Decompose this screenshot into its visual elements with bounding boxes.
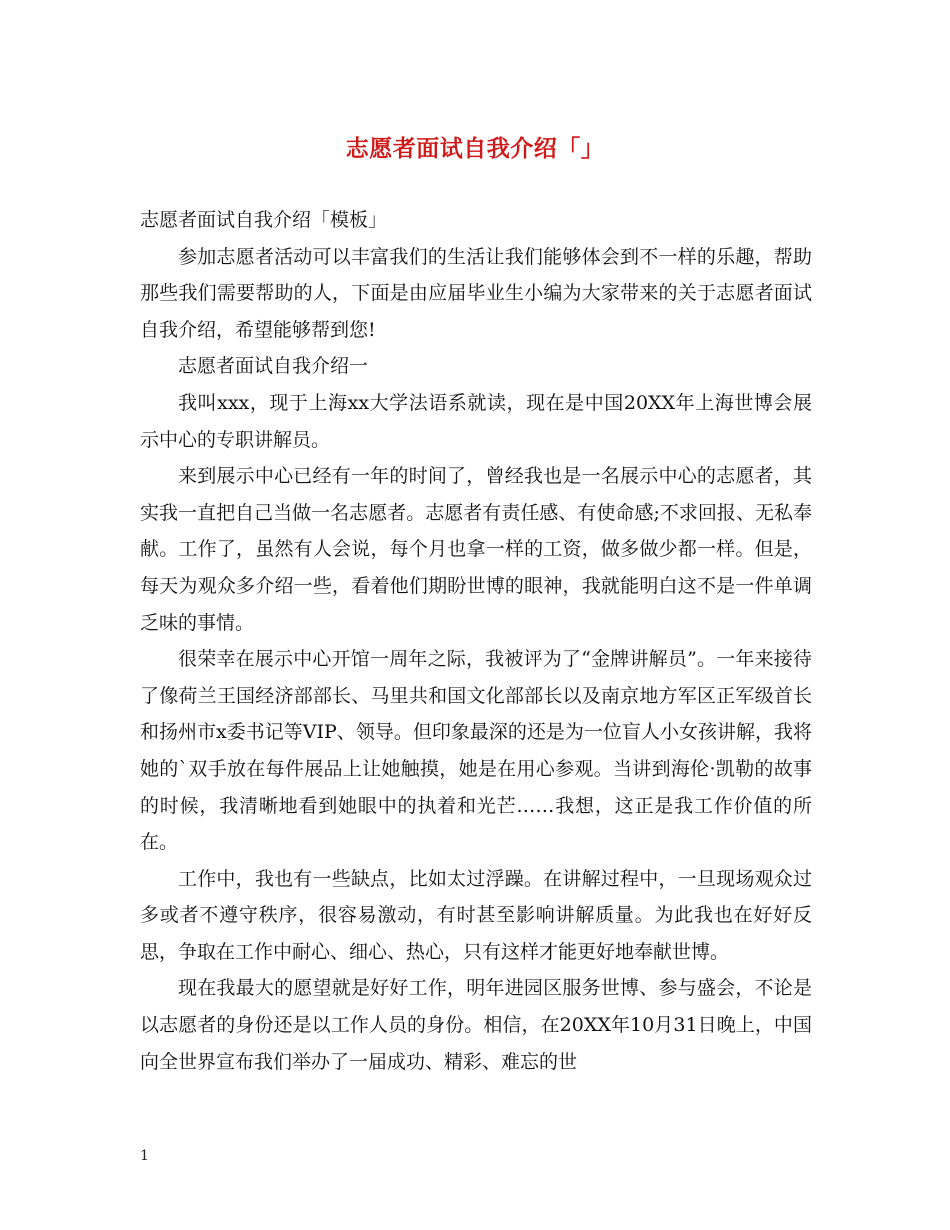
paragraph: 志愿者面试自我介绍「模板」: [140, 209, 388, 231]
paragraph: 很荣幸在展示中心开馆一周年之际，我被评为了“金牌讲解员”。一年来接待了像荷兰王国经济部部长、马里共和国文化部部长以及南京地方军区正军级首长和扬州市x委书记等VIP、领导。但印象最深的还是为一位盲人小女孩讲解，我将她的`双手放在每件展品上让她触摸，她是在用心参观。当讲到海伦·凯勒的故事的时候，我清晰地看到她眼中的执着和光芒……我想，这正是我工作价值的所在。: [140, 648, 812, 854]
paragraph: 参加志愿者活动可以丰富我们的生活让我们能够体会到不一样的乐趣，帮助那些我们需要帮助的人，下面是由应届毕业生小编为大家带来的关于志愿者面试自我介绍，希望能够帮到您!: [140, 245, 812, 341]
paragraph: 工作中，我也有一些缺点，比如太过浮躁。在讲解过程中，一旦现场观众过多或者不遵守秩序，很容易激动，有时甚至影响讲解质量。为此我也在好好反思，争取在工作中耐心、细心、热心，只有这样才能更好地奉献世博。: [140, 867, 812, 963]
section-heading: 志愿者面试自我介绍一: [178, 355, 369, 378]
paragraph: 现在我最大的愿望就是好好工作，明年进园区服务世博、参与盛会，不论是以志愿者的身份还是以工作人员的身份。相信，在20XX年10月31日晚上，中国向全世界宣布我们举办了一届成功、精彩、难忘的世: [140, 977, 812, 1073]
page-number: 1: [140, 1148, 149, 1164]
document-body: [140, 202, 812, 1080]
paragraph: 来到展示中心已经有一年的时间了，曾经我也是一名展示中心的志愿者，其实我一直把自己当做一名志愿者。志愿者有责任感、有使命感;不求回报、无私奉献。工作了，虽然有人会说，每个月也拿一样的工资，做多做少都一样。但是，每天为观众多介绍一些，看着他们期盼世博的眼神，我就能明白这不是一件单调乏味的事情。: [140, 465, 812, 634]
document-title: 志愿者面试自我介绍「」: [345, 135, 605, 162]
paragraph: 我叫xxx，现于上海xx大学法语系就读，现在是中国20XX年上海世博会展示中心的专职讲解员。: [140, 391, 812, 451]
